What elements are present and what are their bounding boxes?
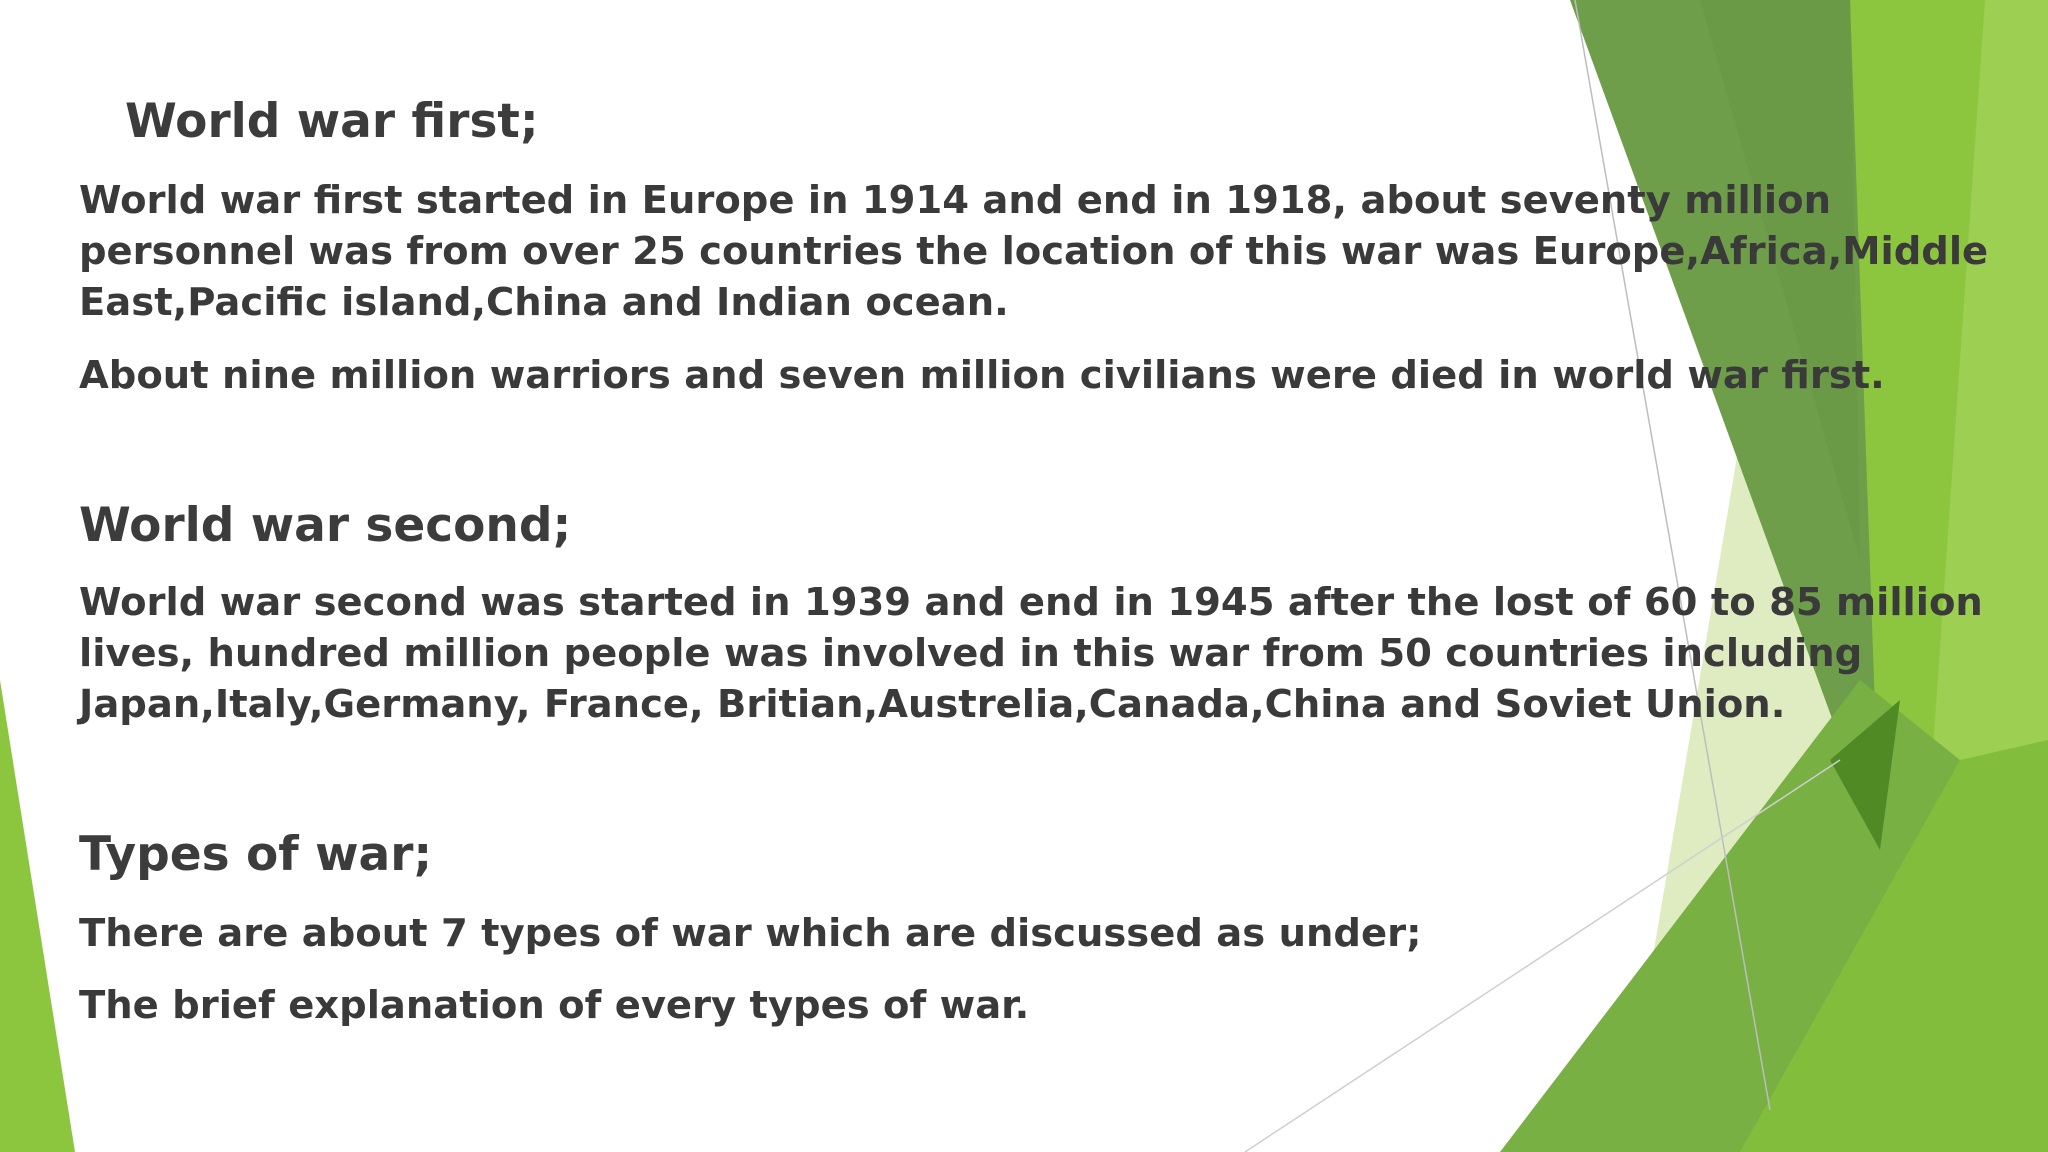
paragraph-world-war-second-summary: World war second was started in 1939 and end in 1945 after the lost of 60 to 85 million lives, hundred million people was involved in this war from 50 countries including Japan,Italy,Germany, France, Britian,Austrelia,Canada,China and Soviet Union.: [79, 580, 1983, 727]
paragraph-world-war-first-summary: World war first started in Europe in 1914 and end in 1918, about seventy million personnel was from over 25 countries the location of this war was Europe,Africa,Middle East,Pacific island,China and Indian ocean.: [79, 178, 1989, 325]
paragraph-types-count: There are about 7 types of war which are discussed as under;: [79, 911, 1422, 956]
heading-world-war-first: World war first;: [125, 94, 539, 149]
heading-world-war-second: World war second;: [79, 498, 572, 553]
paragraph-world-war-first-casualties: About nine million warriors and seven million civilians were died in world war first.: [79, 353, 1885, 398]
heading-types-of-war: Types of war;: [79, 827, 433, 882]
paragraph-types-explanation: The brief explanation of every types of war.: [79, 983, 1030, 1028]
